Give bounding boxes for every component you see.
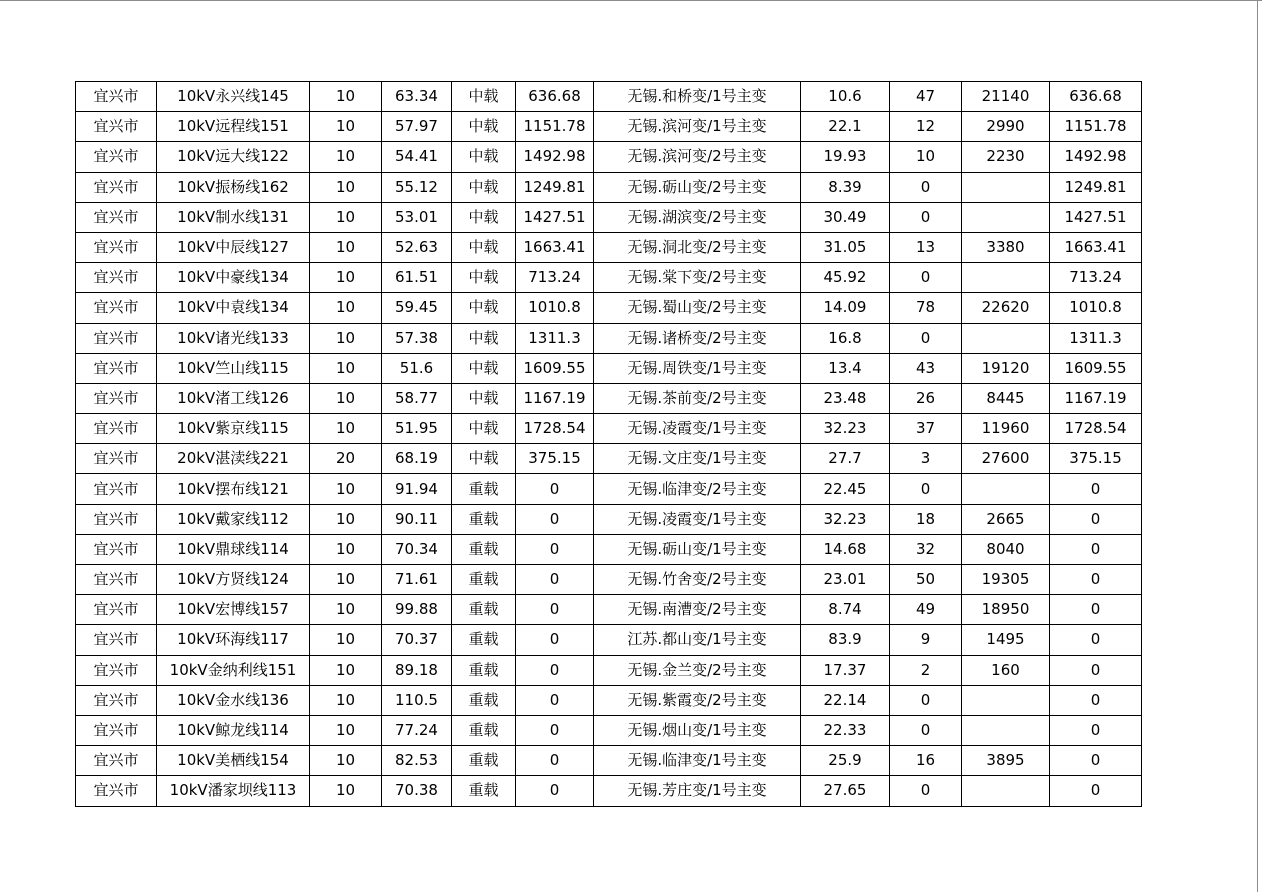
user-count-cell: 0 [890,685,962,715]
table-row [76,504,1142,534]
substation-load-cell: 10.6 [801,82,890,112]
spare-capacity-cell: 0 [516,595,594,625]
spare-capacity-cell: 0 [516,655,594,685]
spare-capacity-cell: 1010.8 [516,293,594,323]
substation-cell: 无锡.棠下变/2号主变 [594,263,801,293]
capacity-cell: 3895 [962,746,1050,776]
substation-load-cell: 45.92 [801,263,890,293]
capacity-cell: 11960 [962,414,1050,444]
line-name-cell: 10kV中辰线127 [157,232,310,262]
capacity-cell: 2230 [962,142,1050,172]
substation-cell: 无锡.滨河变/1号主变 [594,112,801,142]
table-row [76,142,1142,172]
voltage-cell: 10 [310,263,382,293]
table-row [76,595,1142,625]
substation-load-cell: 27.7 [801,444,890,474]
user-count-cell: 18 [890,504,962,534]
line-name-cell: 20kV湛渎线221 [157,444,310,474]
voltage-cell: 10 [310,383,382,413]
load-rate-cell: 91.94 [382,474,452,504]
substation-cell: 无锡.南漕变/2号主变 [594,595,801,625]
transferable-cell: 0 [1050,776,1142,806]
capacity-cell: 1495 [962,625,1050,655]
line-name-cell: 10kV鼎球线114 [157,534,310,564]
city-cell: 宜兴市 [76,625,157,655]
load-rate-cell: 68.19 [382,444,452,474]
capacity-cell: 19120 [962,353,1050,383]
substation-cell: 无锡.湖滨变/2号主变 [594,202,801,232]
voltage-cell: 10 [310,685,382,715]
table-row [76,776,1142,806]
substation-cell: 无锡.周铁变/1号主变 [594,353,801,383]
spare-capacity-cell: 713.24 [516,263,594,293]
table-row [76,383,1142,413]
load-level-cell: 中载 [452,82,516,112]
city-cell: 宜兴市 [76,202,157,232]
substation-load-cell: 22.14 [801,685,890,715]
voltage-cell: 10 [310,504,382,534]
substation-cell: 无锡.滨河变/2号主变 [594,142,801,172]
load-level-cell: 重载 [452,715,516,745]
city-cell: 宜兴市 [76,565,157,595]
substation-load-cell: 8.74 [801,595,890,625]
substation-load-cell: 17.37 [801,655,890,685]
spare-capacity-cell: 0 [516,776,594,806]
line-name-cell: 10kV竺山线115 [157,353,310,383]
line-name-cell: 10kV永兴线145 [157,82,310,112]
spare-capacity-cell: 1151.78 [516,112,594,142]
line-name-cell: 10kV潘家坝线113 [157,776,310,806]
load-rate-cell: 63.34 [382,82,452,112]
user-count-cell: 0 [890,172,962,202]
user-count-cell: 9 [890,625,962,655]
load-rate-cell: 54.41 [382,142,452,172]
load-level-cell: 中载 [452,202,516,232]
city-cell: 宜兴市 [76,776,157,806]
substation-cell: 无锡.金兰变/2号主变 [594,655,801,685]
substation-load-cell: 23.48 [801,383,890,413]
load-level-cell: 中载 [452,232,516,262]
table-row [76,565,1142,595]
load-rate-cell: 70.34 [382,534,452,564]
user-count-cell: 0 [890,323,962,353]
city-cell: 宜兴市 [76,444,157,474]
capacity-cell: 2990 [962,112,1050,142]
transferable-cell: 0 [1050,715,1142,745]
city-cell: 宜兴市 [76,414,157,444]
capacity-cell [962,202,1050,232]
substation-load-cell: 83.9 [801,625,890,655]
load-level-cell: 中载 [452,414,516,444]
user-count-cell: 26 [890,383,962,413]
voltage-cell: 20 [310,444,382,474]
table-row [76,172,1142,202]
voltage-cell: 10 [310,82,382,112]
city-cell: 宜兴市 [76,685,157,715]
load-rate-cell: 71.61 [382,565,452,595]
substation-load-cell: 32.23 [801,504,890,534]
city-cell: 宜兴市 [76,323,157,353]
substation-cell: 无锡.烟山变/1号主变 [594,715,801,745]
city-cell: 宜兴市 [76,82,157,112]
voltage-cell: 10 [310,202,382,232]
substation-cell: 无锡.临津变/2号主变 [594,474,801,504]
substation-cell: 无锡.砺山变/1号主变 [594,534,801,564]
transferable-cell: 713.24 [1050,263,1142,293]
substation-load-cell: 23.01 [801,565,890,595]
line-name-cell: 10kV摆布线121 [157,474,310,504]
user-count-cell: 2 [890,655,962,685]
city-cell: 宜兴市 [76,715,157,745]
transferable-cell: 1010.8 [1050,293,1142,323]
load-rate-cell: 57.97 [382,112,452,142]
load-level-cell: 中载 [452,383,516,413]
transferable-cell: 0 [1050,746,1142,776]
table-row [76,414,1142,444]
user-count-cell: 43 [890,353,962,383]
capacity-cell [962,776,1050,806]
transferable-cell: 1151.78 [1050,112,1142,142]
table-row [76,263,1142,293]
spare-capacity-cell: 375.15 [516,444,594,474]
voltage-cell: 10 [310,565,382,595]
substation-cell: 江苏.都山变/1号主变 [594,625,801,655]
load-level-cell: 中载 [452,353,516,383]
load-level-cell: 重载 [452,655,516,685]
load-rate-cell: 51.95 [382,414,452,444]
capacity-cell: 3380 [962,232,1050,262]
line-name-cell: 10kV美栖线154 [157,746,310,776]
voltage-cell: 10 [310,625,382,655]
table-row [76,444,1142,474]
substation-cell: 无锡.蜀山变/2号主变 [594,293,801,323]
line-name-cell: 10kV振杨线162 [157,172,310,202]
load-rate-cell: 82.53 [382,746,452,776]
capacity-cell: 27600 [962,444,1050,474]
load-level-cell: 中载 [452,112,516,142]
city-cell: 宜兴市 [76,142,157,172]
table-row [76,685,1142,715]
table-row [76,82,1142,112]
voltage-cell: 10 [310,232,382,262]
table-row [76,293,1142,323]
user-count-cell: 10 [890,142,962,172]
load-level-cell: 中载 [452,263,516,293]
load-level-cell: 重载 [452,776,516,806]
line-name-cell: 10kV鲸龙线114 [157,715,310,745]
substation-load-cell: 14.68 [801,534,890,564]
user-count-cell: 32 [890,534,962,564]
line-name-cell: 10kV远程线151 [157,112,310,142]
substation-load-cell: 19.93 [801,142,890,172]
spare-capacity-cell: 0 [516,685,594,715]
capacity-cell [962,715,1050,745]
voltage-cell: 10 [310,746,382,776]
load-level-cell: 重载 [452,625,516,655]
transferable-cell: 0 [1050,655,1142,685]
load-level-cell: 重载 [452,565,516,595]
capacity-cell [962,474,1050,504]
transferable-cell: 1728.54 [1050,414,1142,444]
capacity-cell: 22620 [962,293,1050,323]
user-count-cell: 50 [890,565,962,595]
load-level-cell: 中载 [452,172,516,202]
spare-capacity-cell: 636.68 [516,82,594,112]
city-cell: 宜兴市 [76,504,157,534]
spare-capacity-cell: 1609.55 [516,353,594,383]
capacity-cell: 19305 [962,565,1050,595]
spare-capacity-cell: 1311.3 [516,323,594,353]
table-body [76,82,1142,807]
capacity-cell: 8445 [962,383,1050,413]
user-count-cell: 0 [890,715,962,745]
substation-cell: 无锡.砺山变/2号主变 [594,172,801,202]
transferable-cell: 636.68 [1050,82,1142,112]
load-rate-cell: 110.5 [382,685,452,715]
spare-capacity-cell: 0 [516,715,594,745]
table-row [76,202,1142,232]
city-cell: 宜兴市 [76,474,157,504]
table-row [76,715,1142,745]
line-name-cell: 10kV金纳利线151 [157,655,310,685]
load-rate-cell: 70.37 [382,625,452,655]
user-count-cell: 47 [890,82,962,112]
transferable-cell: 1663.41 [1050,232,1142,262]
load-level-cell: 中载 [452,293,516,323]
voltage-cell: 10 [310,595,382,625]
line-name-cell: 10kV渚工线126 [157,383,310,413]
city-cell: 宜兴市 [76,263,157,293]
table-row [76,746,1142,776]
table-row [76,112,1142,142]
capacity-cell: 21140 [962,82,1050,112]
substation-load-cell: 32.23 [801,414,890,444]
voltage-cell: 10 [310,655,382,685]
substation-cell: 无锡.芳庄变/1号主变 [594,776,801,806]
user-count-cell: 13 [890,232,962,262]
substation-load-cell: 8.39 [801,172,890,202]
transferable-cell: 0 [1050,685,1142,715]
transferable-cell: 1249.81 [1050,172,1142,202]
user-count-cell: 78 [890,293,962,323]
load-rate-cell: 89.18 [382,655,452,685]
table-row [76,353,1142,383]
line-name-cell: 10kV远大线122 [157,142,310,172]
spare-capacity-cell: 0 [516,504,594,534]
capacity-cell [962,685,1050,715]
table-row [76,474,1142,504]
line-name-cell: 10kV诸光线133 [157,323,310,353]
substation-cell: 无锡.诸桥变/2号主变 [594,323,801,353]
transferable-cell: 0 [1050,625,1142,655]
user-count-cell: 0 [890,263,962,293]
spare-capacity-cell: 1427.51 [516,202,594,232]
spare-capacity-cell: 1728.54 [516,414,594,444]
user-count-cell: 0 [890,202,962,232]
substation-load-cell: 22.1 [801,112,890,142]
voltage-cell: 10 [310,142,382,172]
load-level-cell: 重载 [452,534,516,564]
capacity-cell [962,263,1050,293]
voltage-cell: 10 [310,353,382,383]
city-cell: 宜兴市 [76,293,157,323]
load-level-cell: 重载 [452,474,516,504]
table-row [76,323,1142,353]
substation-load-cell: 22.33 [801,715,890,745]
load-level-cell: 重载 [452,595,516,625]
capacity-cell: 160 [962,655,1050,685]
load-rate-cell: 77.24 [382,715,452,745]
voltage-cell: 10 [310,715,382,745]
substation-cell: 无锡.和桥变/1号主变 [594,82,801,112]
city-cell: 宜兴市 [76,383,157,413]
table-row [76,534,1142,564]
city-cell: 宜兴市 [76,112,157,142]
voltage-cell: 10 [310,414,382,444]
capacity-cell [962,323,1050,353]
transferable-cell: 0 [1050,565,1142,595]
substation-cell: 无锡.凌霞变/1号主变 [594,414,801,444]
transferable-cell: 0 [1050,534,1142,564]
city-cell: 宜兴市 [76,172,157,202]
load-rate-cell: 51.6 [382,353,452,383]
spare-capacity-cell: 1663.41 [516,232,594,262]
spare-capacity-cell: 1167.19 [516,383,594,413]
page-top-edge [0,0,1262,1]
table-row [76,625,1142,655]
load-rate-cell: 57.38 [382,323,452,353]
capacity-cell: 2665 [962,504,1050,534]
load-rate-cell: 99.88 [382,595,452,625]
load-level-cell: 重载 [452,746,516,776]
spare-capacity-cell: 1492.98 [516,142,594,172]
capacity-cell: 18950 [962,595,1050,625]
table-row [76,232,1142,262]
load-rate-cell: 90.11 [382,504,452,534]
transferable-cell: 1609.55 [1050,353,1142,383]
substation-cell: 无锡.临津变/1号主变 [594,746,801,776]
load-rate-cell: 58.77 [382,383,452,413]
voltage-cell: 10 [310,534,382,564]
transferable-cell: 1311.3 [1050,323,1142,353]
substation-cell: 无锡.文庄变/1号主变 [594,444,801,474]
transferable-cell: 0 [1050,504,1142,534]
substation-load-cell: 31.05 [801,232,890,262]
substation-load-cell: 25.9 [801,746,890,776]
line-name-cell: 10kV紫京线115 [157,414,310,444]
substation-cell: 无锡.茶前变/2号主变 [594,383,801,413]
spare-capacity-cell: 0 [516,474,594,504]
city-cell: 宜兴市 [76,595,157,625]
transferable-cell: 0 [1050,595,1142,625]
voltage-cell: 10 [310,474,382,504]
line-name-cell: 10kV制水线131 [157,202,310,232]
city-cell: 宜兴市 [76,746,157,776]
spare-capacity-cell: 1249.81 [516,172,594,202]
substation-cell: 无锡.洞北变/2号主变 [594,232,801,262]
substation-load-cell: 22.45 [801,474,890,504]
spare-capacity-cell: 0 [516,534,594,564]
substation-cell: 无锡.紫霞变/2号主变 [594,685,801,715]
transferable-cell: 1427.51 [1050,202,1142,232]
line-name-cell: 10kV方贤线124 [157,565,310,595]
substation-load-cell: 16.8 [801,323,890,353]
voltage-cell: 10 [310,323,382,353]
line-name-cell: 10kV中豪线134 [157,263,310,293]
line-name-cell: 10kV中袁线134 [157,293,310,323]
capacity-cell [962,172,1050,202]
transferable-cell: 0 [1050,474,1142,504]
load-rate-cell: 59.45 [382,293,452,323]
spare-capacity-cell: 0 [516,746,594,776]
city-cell: 宜兴市 [76,353,157,383]
user-count-cell: 3 [890,444,962,474]
feeder-load-table [75,81,1142,807]
load-level-cell: 重载 [452,685,516,715]
load-level-cell: 重载 [452,504,516,534]
line-name-cell: 10kV金水线136 [157,685,310,715]
capacity-cell: 8040 [962,534,1050,564]
voltage-cell: 10 [310,293,382,323]
load-rate-cell: 53.01 [382,202,452,232]
user-count-cell: 12 [890,112,962,142]
substation-load-cell: 14.09 [801,293,890,323]
spare-capacity-cell: 0 [516,565,594,595]
substation-load-cell: 30.49 [801,202,890,232]
voltage-cell: 10 [310,172,382,202]
load-rate-cell: 55.12 [382,172,452,202]
load-level-cell: 中载 [452,142,516,172]
transferable-cell: 375.15 [1050,444,1142,474]
user-count-cell: 49 [890,595,962,625]
load-rate-cell: 70.38 [382,776,452,806]
transferable-cell: 1492.98 [1050,142,1142,172]
load-rate-cell: 52.63 [382,232,452,262]
city-cell: 宜兴市 [76,534,157,564]
user-count-cell: 16 [890,746,962,776]
load-level-cell: 中载 [452,444,516,474]
voltage-cell: 10 [310,112,382,142]
user-count-cell: 0 [890,474,962,504]
load-level-cell: 中载 [452,323,516,353]
voltage-cell: 10 [310,776,382,806]
transferable-cell: 1167.19 [1050,383,1142,413]
line-name-cell: 10kV戴家线112 [157,504,310,534]
substation-load-cell: 27.65 [801,776,890,806]
substation-cell: 无锡.凌霞变/1号主变 [594,504,801,534]
line-name-cell: 10kV宏博线157 [157,595,310,625]
substation-load-cell: 13.4 [801,353,890,383]
table-row [76,655,1142,685]
line-name-cell: 10kV环海线117 [157,625,310,655]
substation-cell: 无锡.竹舍变/2号主变 [594,565,801,595]
city-cell: 宜兴市 [76,655,157,685]
city-cell: 宜兴市 [76,232,157,262]
load-rate-cell: 61.51 [382,263,452,293]
page-right-edge [1257,0,1258,892]
user-count-cell: 0 [890,776,962,806]
spare-capacity-cell: 0 [516,625,594,655]
user-count-cell: 37 [890,414,962,444]
